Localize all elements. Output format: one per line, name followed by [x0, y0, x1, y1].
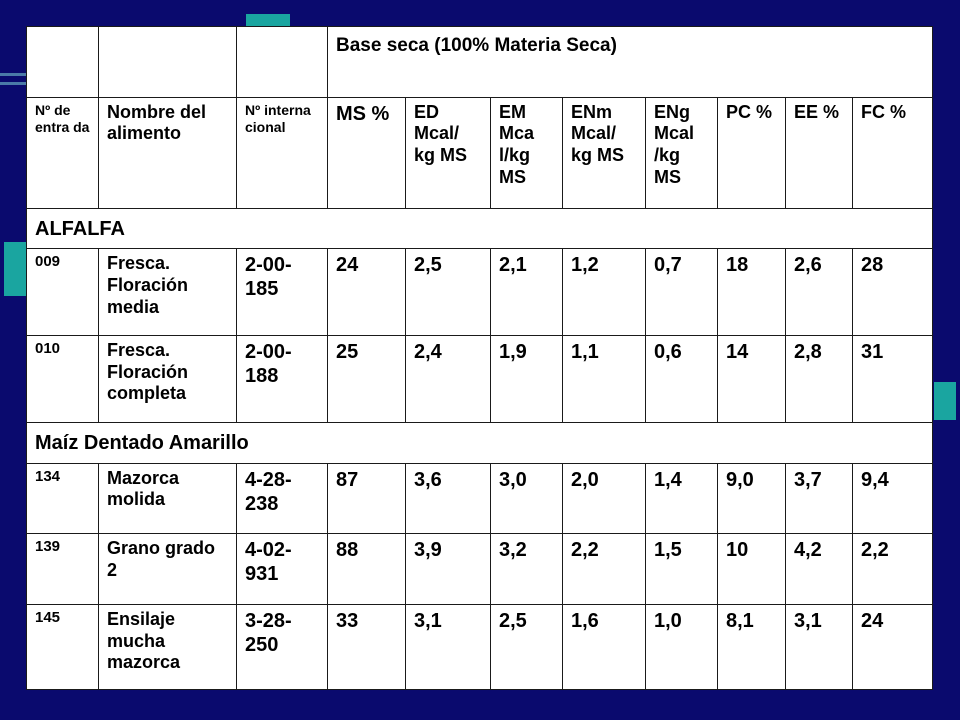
pc-value: 8,1	[718, 605, 786, 690]
enm-value: 2,2	[563, 534, 646, 605]
section-title: ALFALFA	[27, 208, 933, 248]
header-row-top	[27, 27, 933, 98]
ed-value: 2,4	[406, 336, 491, 423]
col-header-ms: MS %	[328, 97, 406, 208]
entry-number: 010	[27, 336, 99, 423]
em-value: 2,1	[491, 249, 563, 336]
fc-value: 28	[853, 249, 933, 336]
food-name: Ensilaje mucha mazorca	[99, 605, 237, 690]
ee-value: 3,1	[786, 605, 853, 690]
col-header-enm: ENm Mcal/ kg MS	[563, 97, 646, 208]
section-row	[27, 208, 933, 248]
ee-value: 2,8	[786, 336, 853, 423]
col-header-eng: ENg Mcal /kg MS	[646, 97, 718, 208]
fc-value: 2,2	[853, 534, 933, 605]
fc-value: 9,4	[853, 463, 933, 534]
ed-value: 3,6	[406, 463, 491, 534]
intl-number: 2-00-188	[237, 336, 328, 423]
table-row	[27, 534, 933, 605]
ed-value: 2,5	[406, 249, 491, 336]
entry-number: 145	[27, 605, 99, 690]
col-header-name: Nombre del alimento	[99, 97, 237, 208]
ee-value: 2,6	[786, 249, 853, 336]
col-header-pc: PC %	[718, 97, 786, 208]
eng-value: 1,4	[646, 463, 718, 534]
em-value: 2,5	[491, 605, 563, 690]
eng-value: 1,5	[646, 534, 718, 605]
intl-number: 2-00-185	[237, 249, 328, 336]
table-row	[27, 605, 933, 690]
decor-block	[934, 382, 956, 420]
enm-value: 1,1	[563, 336, 646, 423]
header-row-columns	[27, 97, 933, 208]
entry-number: 134	[27, 463, 99, 534]
header-empty-cell	[27, 27, 99, 98]
ed-value: 3,9	[406, 534, 491, 605]
fc-value: 31	[853, 336, 933, 423]
col-header-ed: ED Mcal/ kg MS	[406, 97, 491, 208]
eng-value: 0,6	[646, 336, 718, 423]
pc-value: 18	[718, 249, 786, 336]
food-name: Mazorca molida	[99, 463, 237, 534]
intl-number: 3-28-250	[237, 605, 328, 690]
food-name: Grano grado 2	[99, 534, 237, 605]
food-name: Fresca. Floración media	[99, 249, 237, 336]
pc-value: 14	[718, 336, 786, 423]
col-header-fc: FC %	[853, 97, 933, 208]
em-value: 1,9	[491, 336, 563, 423]
ee-value: 3,7	[786, 463, 853, 534]
ms-value: 25	[328, 336, 406, 423]
eng-value: 0,7	[646, 249, 718, 336]
enm-value: 1,6	[563, 605, 646, 690]
em-value: 3,2	[491, 534, 563, 605]
table-row	[27, 336, 933, 423]
table-row	[27, 463, 933, 534]
pc-value: 9,0	[718, 463, 786, 534]
section-title: Maíz Dentado Amarillo	[27, 423, 933, 463]
eng-value: 1,0	[646, 605, 718, 690]
ms-value: 88	[328, 534, 406, 605]
col-header-intl: Nº interna cional	[237, 97, 328, 208]
intl-number: 4-02-931	[237, 534, 328, 605]
ms-value: 87	[328, 463, 406, 534]
ee-value: 4,2	[786, 534, 853, 605]
header-empty-cell	[237, 27, 328, 98]
em-value: 3,0	[491, 463, 563, 534]
table-row	[27, 249, 933, 336]
col-header-entry: Nº de entra da	[27, 97, 99, 208]
entry-number: 009	[27, 249, 99, 336]
fc-value: 24	[853, 605, 933, 690]
decor-block	[4, 242, 26, 296]
base-seca-title: Base seca (100% Materia Seca)	[328, 27, 933, 98]
ed-value: 3,1	[406, 605, 491, 690]
pc-value: 10	[718, 534, 786, 605]
header-empty-cell	[99, 27, 237, 98]
enm-value: 2,0	[563, 463, 646, 534]
enm-value: 1,2	[563, 249, 646, 336]
feed-composition-table	[26, 26, 933, 690]
ms-value: 33	[328, 605, 406, 690]
food-name: Fresca. Floración completa	[99, 336, 237, 423]
section-row	[27, 423, 933, 463]
ms-value: 24	[328, 249, 406, 336]
col-header-ee: EE %	[786, 97, 853, 208]
intl-number: 4-28-238	[237, 463, 328, 534]
col-header-em: EM Mca l/kg MS	[491, 97, 563, 208]
entry-number: 139	[27, 534, 99, 605]
